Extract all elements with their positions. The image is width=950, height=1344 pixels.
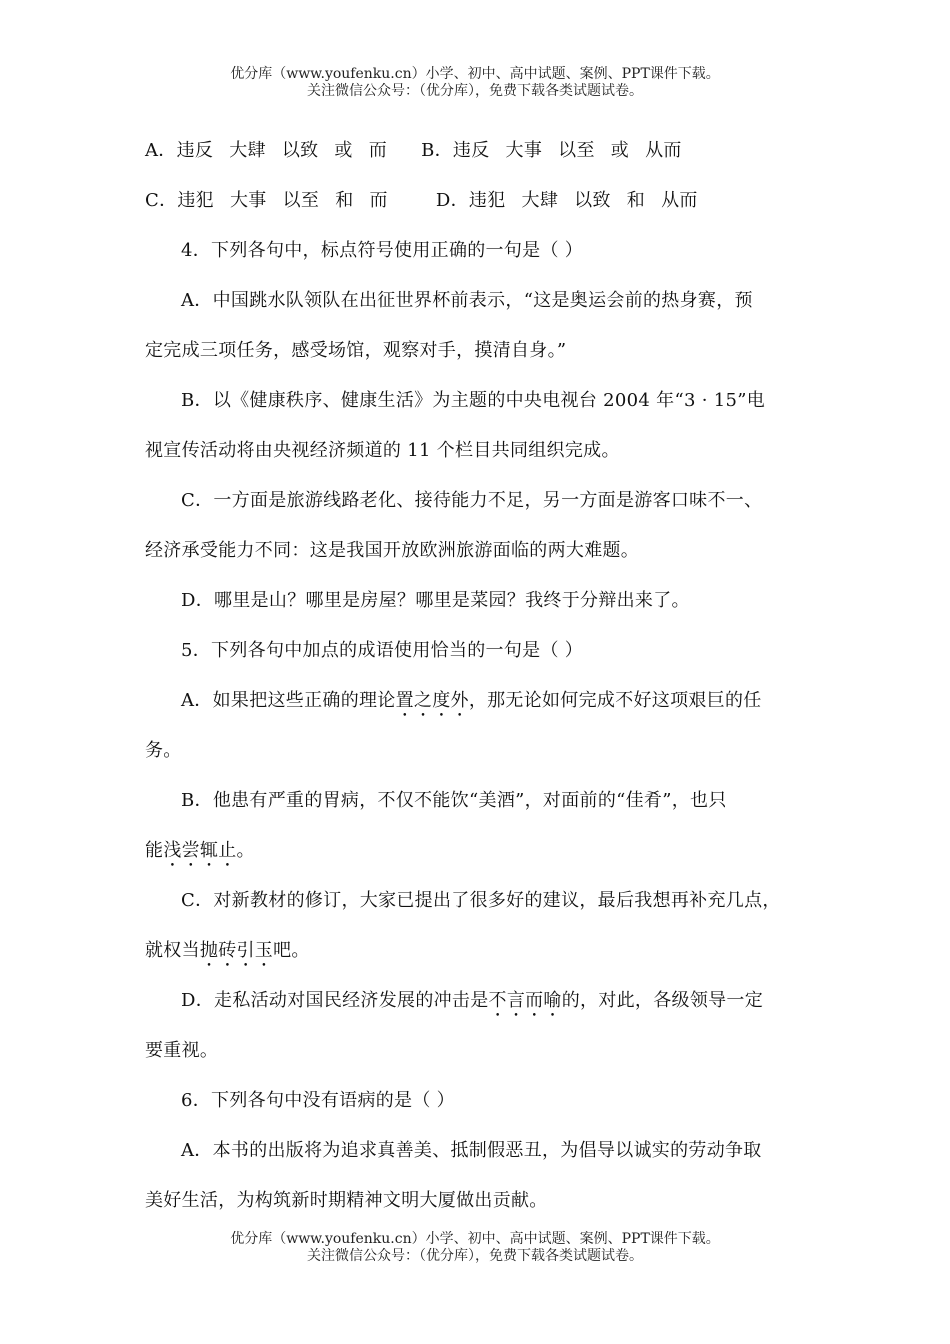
header-watermark (0, 66, 950, 100)
q4-stem: 4．下列各句中，标点符号使用正确的一句是（ ） (181, 240, 584, 261)
watermark-line-1: 优分库（www.youfenku.cn）小学、初中、高中试题、案例、PPT课件下载。 (230, 66, 720, 82)
watermark-line-2: 关注微信公众号：（优分库），免费下载各类试题试卷。 (307, 83, 643, 99)
q5-option-b-line2: 能浅尝辄止。 (145, 840, 255, 861)
q5-option-b-line1: B．他患有严重的胃病，不仅不能饮“美酒”，对面前的“佳肴”，也只 (181, 790, 727, 811)
q3-option-b: B．违反 大事 以至 或 从而 (421, 140, 682, 161)
q5-option-a-line2: 务。 (145, 740, 182, 761)
q5-option-d-line1: D．走私活动对国民经济发展的冲击是不言而喻的，对此，各级领导一定 (181, 990, 764, 1011)
idiom-dotted: 抛砖引玉 (199, 940, 274, 961)
q5-option-c-line2: 就权当抛砖引玉吧。 (145, 940, 310, 961)
q4-option-b-line1: B．以《健康秩序、健康生活》为主题的中央电视台 2004 年“3 · 15”电 (181, 390, 766, 411)
q3-options-ab (145, 126, 815, 176)
exam-content (145, 126, 815, 1226)
q3-option-c: C．违犯 大事 以至 和 而 (145, 190, 388, 211)
q6-option-a-line2: 美好生活，为构筑新时期精神文明大厦做出贡献。 (145, 1190, 548, 1211)
q4-option-b-line2: 视宣传活动将由央视经济频道的 11 个栏目共同组织完成。 (145, 440, 620, 461)
q5-option-c-line1: C．对新教材的修订，大家已提出了很多好的建议，最后我想再补充几点， (181, 890, 781, 911)
q3-option-d: D．违犯 大肆 以致 和 从而 (435, 190, 698, 211)
q3-options-cd (145, 176, 815, 226)
q4-option-a-line1: A．中国跳水队领队在出征世界杯前表示，“这是奥运会前的热身赛，预 (181, 290, 753, 311)
q5-stem: 5．下列各句中加点的成语使用恰当的一句是（ ） (181, 640, 584, 661)
q4-option-d: D．哪里是山？哪里是房屋？哪里是菜园？我终于分辩出来了。 (181, 590, 690, 611)
idiom-dotted: 置之度外 (395, 690, 469, 711)
q5-option-d-line2: 要重视。 (145, 1040, 219, 1061)
q3-option-a: A．违反 大肆 以致 或 而 (145, 140, 388, 161)
q6-stem: 6．下列各句中没有语病的是（ ） (181, 1090, 455, 1111)
q4-option-c-line2: 经济承受能力不同：这是我国开放欧洲旅游面临的两大难题。 (145, 540, 640, 561)
q6-option-a-line1: A．本书的出版将为追求真善美、抵制假恶丑，为倡导以诚实的劳动争取 (181, 1140, 762, 1161)
q5-option-a-line1: A．如果把这些正确的理论置之度外，那无论如何完成不好这项艰巨的任 (181, 690, 762, 711)
q4-option-a-line2: 定完成三项任务，感受场馆，观察对手，摸清自身。” (145, 340, 567, 361)
idiom-dotted: 浅尝辄止 (163, 840, 237, 861)
footer-watermark (0, 1231, 950, 1265)
idiom-dotted: 不言而喻 (488, 990, 562, 1011)
watermark-line-2: 关注微信公众号：（优分库），免费下载各类试题试卷。 (307, 1248, 643, 1264)
q4-option-c-line1: C．一方面是旅游线路老化、接待能力不足，另一方面是游客口味不一、 (181, 490, 763, 511)
watermark-line-1: 优分库（www.youfenku.cn）小学、初中、高中试题、案例、PPT课件下载。 (230, 1231, 720, 1247)
